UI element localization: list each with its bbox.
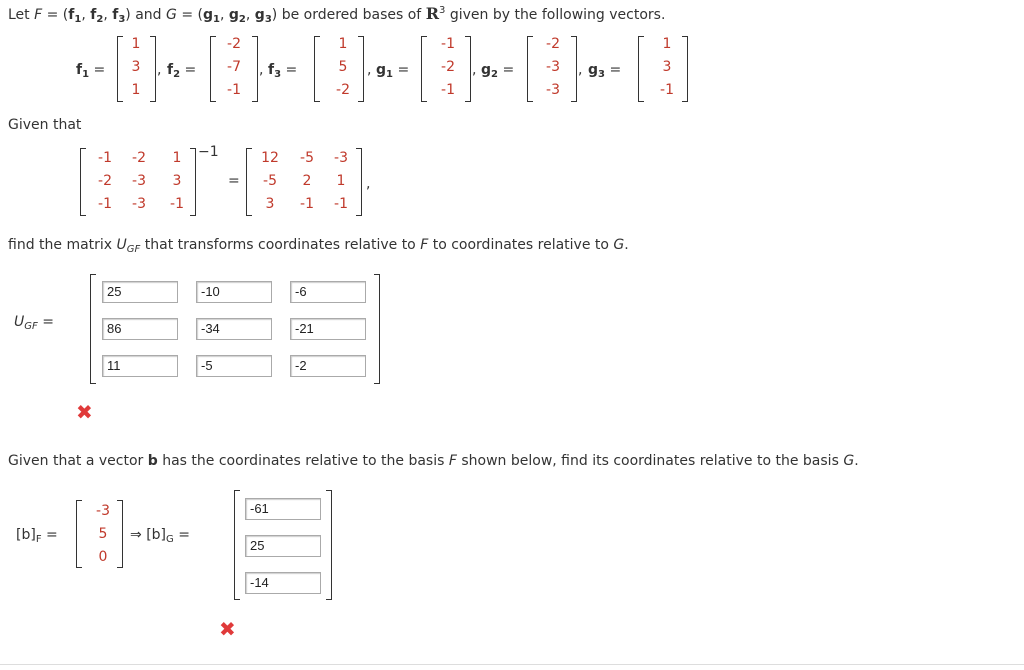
- g2-bracket-right: [571, 36, 577, 102]
- f2-v1: -2: [227, 36, 241, 52]
- f2-label: [167, 62, 196, 80]
- sep-3: ,: [367, 62, 372, 78]
- bF-v3: 0: [98, 549, 108, 565]
- given-label: Given that: [8, 117, 82, 133]
- ugf-bracket-left: [90, 274, 96, 384]
- sep-2: ,: [259, 62, 264, 78]
- intro-g1: g: [202, 7, 213, 23]
- intro-eq2: = (: [181, 7, 203, 23]
- intro-R-sup: 3: [439, 5, 446, 16]
- part2-b: b: [147, 453, 158, 469]
- f2-sub: 2: [173, 69, 181, 80]
- f1-v1: 1: [131, 36, 141, 52]
- part2-mid: shown below, find its coordinates relative to the basis: [461, 453, 839, 469]
- g1-v2: -2: [441, 59, 455, 75]
- sep-1: ,: [157, 62, 162, 78]
- rhs-bracket-right: [356, 148, 362, 216]
- rhs-r2c1: -5: [263, 173, 277, 189]
- find-F: F: [420, 237, 429, 253]
- bF-v1: -3: [96, 503, 110, 519]
- ugf-input-r3c2[interactable]: -5: [196, 355, 272, 377]
- implies-arrow: ⇒: [130, 527, 142, 543]
- g3-v3: -1: [660, 82, 674, 98]
- rhs-r1c1: 12: [261, 150, 279, 166]
- rhs-r1c3: -3: [334, 150, 348, 166]
- f2-bracket-left: [210, 36, 216, 102]
- intro-comma4: ,: [245, 7, 255, 23]
- part2-F: F: [448, 453, 457, 469]
- ugf-input-r2c2[interactable]: -34: [196, 318, 272, 340]
- f3-sub: 3: [274, 69, 282, 80]
- f3-v3: -2: [336, 82, 350, 98]
- intro-f2: f: [90, 7, 97, 23]
- g3-v1: 1: [662, 36, 672, 52]
- ugf-input-r3c1[interactable]: 11: [102, 355, 178, 377]
- ugf-input-r2c3[interactable]: -21: [290, 318, 366, 340]
- lhs-r2c1: -2: [98, 173, 112, 189]
- g3-v2: 3: [662, 59, 672, 75]
- intro-g3-sub: 3: [264, 14, 272, 25]
- find-U-sub: GF: [126, 244, 141, 255]
- bF-label-sub: F: [35, 534, 42, 545]
- inverse-exponent: −1: [198, 144, 219, 160]
- f1-eq: =: [93, 62, 106, 78]
- f2-eq: =: [184, 62, 197, 78]
- lhs-bracket-left: [80, 148, 86, 216]
- bG-input-2[interactable]: 25: [245, 535, 321, 557]
- intro-close2: ): [271, 7, 278, 23]
- lhs-r2c2: -3: [132, 173, 146, 189]
- f1-label: [76, 62, 105, 80]
- intro-eq1: = (: [46, 7, 69, 23]
- g3-bracket-left: [638, 36, 644, 102]
- intro-tail: given by the following vectors.: [449, 7, 666, 23]
- f1-name: f: [76, 62, 83, 78]
- bottom-divider: [0, 664, 1024, 665]
- ugf-label-sub: GF: [24, 321, 38, 332]
- intro-g2: g: [228, 7, 239, 23]
- intro-comma1: ,: [81, 7, 91, 23]
- sep-4: ,: [472, 62, 477, 78]
- ugf-input-r1c2[interactable]: -10: [196, 281, 272, 303]
- intro-and: and: [135, 7, 162, 23]
- intro-f2-sub: 2: [96, 14, 104, 25]
- f1-sub: 1: [82, 69, 90, 80]
- ugf-incorrect-icon: ✖: [76, 400, 93, 424]
- ugf-bracket-right: [374, 274, 380, 384]
- intro-f3-sub: 3: [118, 14, 126, 25]
- intro-g1-sub: 1: [213, 14, 220, 25]
- lhs-bracket-right: [190, 148, 196, 216]
- g2-eq: =: [502, 62, 515, 78]
- lhs-r1c3: 1: [172, 150, 182, 166]
- bG-input-3[interactable]: -14: [245, 572, 321, 594]
- bF-v2: 5: [98, 526, 108, 542]
- f2-v2: -7: [227, 59, 241, 75]
- f3-name: f: [268, 62, 275, 78]
- g2-v2: -3: [546, 59, 560, 75]
- ugf-label-eq: =: [42, 314, 54, 330]
- lhs-r2c3: 3: [172, 173, 182, 189]
- find-post: that transforms coordinates relative to: [144, 237, 416, 253]
- lhs-r3c3: -1: [170, 196, 184, 212]
- intro-line: [8, 4, 665, 25]
- intro-g3: g: [254, 7, 265, 23]
- intro-rest: be ordered bases of: [281, 7, 422, 23]
- g3-label: [588, 62, 621, 80]
- bG-bracket-right: [326, 490, 332, 600]
- rhs-r3c1: 3: [265, 196, 275, 212]
- f3-eq: =: [285, 62, 298, 78]
- find-U: U: [116, 237, 127, 253]
- ugf-input-r3c3[interactable]: -2: [290, 355, 366, 377]
- g2-v1: -2: [546, 36, 560, 52]
- bG-label: [130, 527, 190, 545]
- find-end: .: [624, 237, 629, 253]
- g2-label: [481, 62, 514, 80]
- ugf-input-r1c3[interactable]: -6: [290, 281, 366, 303]
- f3-bracket-right: [358, 36, 364, 102]
- bG-bracket-left: [234, 490, 240, 600]
- f2-name: f: [167, 62, 174, 78]
- intro-f3: f: [112, 7, 119, 23]
- find-line: [8, 237, 629, 255]
- intro-comma2: ,: [103, 7, 113, 23]
- g2-name: g: [481, 62, 492, 78]
- g1-name: g: [376, 62, 387, 78]
- intro-g2-sub: 2: [238, 14, 246, 25]
- sep-5: ,: [578, 62, 583, 78]
- g1-label: [376, 62, 409, 80]
- f2-v3: -1: [227, 82, 241, 98]
- bF-label: [16, 527, 58, 545]
- find-pre: find the matrix: [8, 237, 113, 253]
- lhs-r1c1: -1: [98, 150, 112, 166]
- rhs-r1c2: -5: [300, 150, 314, 166]
- bG-incorrect-icon: ✖: [219, 617, 236, 641]
- part2-end: .: [854, 453, 859, 469]
- given-eq: =: [228, 173, 240, 189]
- f1-v3: 1: [131, 82, 141, 98]
- g2-bracket-left: [527, 36, 533, 102]
- given-trailing-comma: ,: [366, 176, 371, 192]
- find-G: G: [613, 237, 625, 253]
- g1-v1: -1: [441, 36, 455, 52]
- f2-bracket-right: [252, 36, 258, 102]
- intro-F: F: [34, 7, 43, 23]
- f3-v1: 1: [338, 36, 348, 52]
- g1-bracket-right: [465, 36, 471, 102]
- ugf-input-r2c1[interactable]: 86: [102, 318, 178, 340]
- intro-let: Let: [8, 7, 30, 23]
- bF-bracket-right: [117, 500, 123, 568]
- ugf-label: [14, 314, 54, 332]
- g3-eq: =: [609, 62, 622, 78]
- bG-label-eq: =: [178, 527, 190, 543]
- rhs-r2c3: 1: [336, 173, 346, 189]
- intro-R: R: [425, 4, 439, 23]
- bF-label-eq: =: [46, 527, 58, 543]
- bG-input-1[interactable]: -61: [245, 498, 321, 520]
- lhs-r3c1: -1: [98, 196, 112, 212]
- intro-f1: f: [68, 7, 75, 23]
- intro-close1: ): [125, 7, 131, 23]
- intro-G: G: [166, 7, 177, 23]
- g3-bracket-right: [682, 36, 688, 102]
- lhs-r1c2: -2: [132, 150, 146, 166]
- ugf-input-r1c1[interactable]: 25: [102, 281, 178, 303]
- g1-v3: -1: [441, 82, 455, 98]
- bF-label-text: [b]: [16, 527, 36, 543]
- f3-label: [268, 62, 297, 80]
- rhs-r2c2: 2: [302, 173, 312, 189]
- part2-post: has the coordinates relative to the basis: [162, 453, 445, 469]
- lhs-r3c2: -3: [132, 196, 146, 212]
- part2-G: G: [843, 453, 855, 469]
- bG-label-sub: G: [166, 534, 174, 545]
- rhs-bracket-left: [246, 148, 252, 216]
- g1-bracket-left: [421, 36, 427, 102]
- bF-bracket-left: [76, 500, 82, 568]
- part2-pre: Given that a vector: [8, 453, 144, 469]
- f1-v2: 3: [131, 59, 141, 75]
- g1-eq: =: [397, 62, 410, 78]
- bG-label-text: [b]: [146, 527, 166, 543]
- intro-f1-sub: 1: [74, 14, 82, 25]
- g1-sub: 1: [386, 69, 393, 80]
- f1-bracket-right: [150, 36, 156, 102]
- ugf-label-U: U: [14, 314, 25, 330]
- rhs-r3c3: -1: [334, 196, 348, 212]
- g3-sub: 3: [598, 69, 605, 80]
- f3-bracket-left: [314, 36, 320, 102]
- find-mid: to coordinates relative to: [432, 237, 609, 253]
- intro-comma3: ,: [219, 7, 229, 23]
- g2-v3: -3: [546, 82, 560, 98]
- g2-sub: 2: [491, 69, 498, 80]
- part2-line: [8, 453, 859, 469]
- f3-v2: 5: [338, 59, 348, 75]
- rhs-r3c2: -1: [300, 196, 314, 212]
- g3-name: g: [588, 62, 599, 78]
